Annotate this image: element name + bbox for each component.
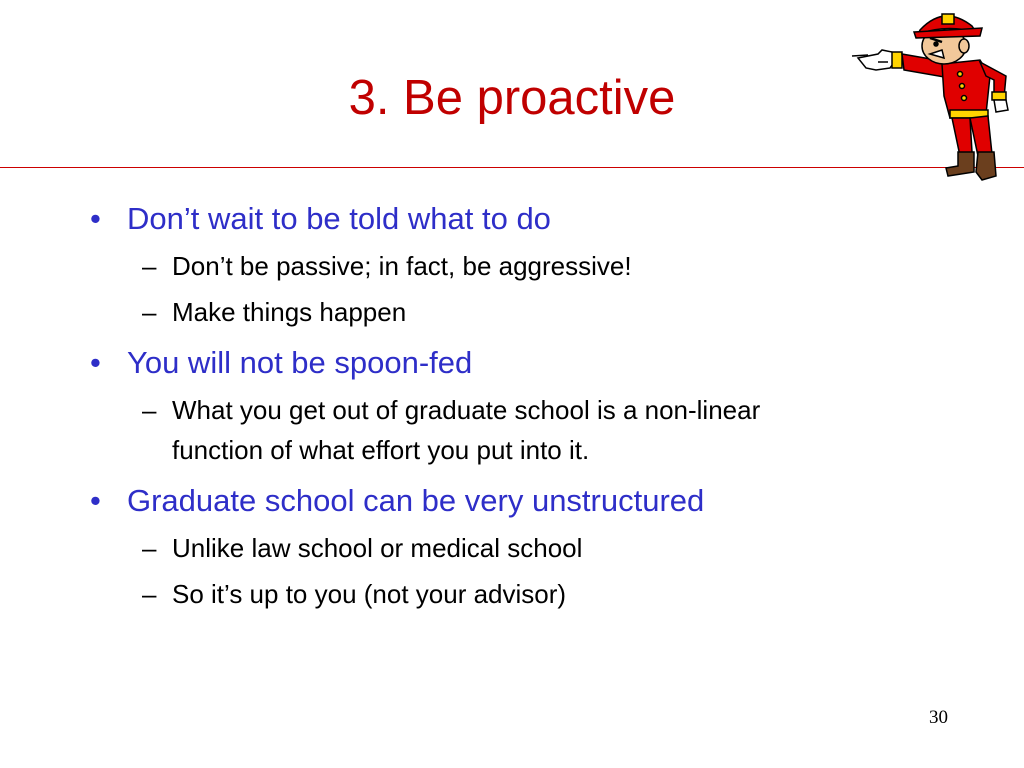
sub-bullet-marker: – [142, 533, 157, 563]
sub-bullet-marker: – [142, 251, 157, 281]
sub-bullet-text: What you get out of graduate school is a non-linear function of what effort you put into it. [172, 395, 761, 465]
sub-bullet-text: So it’s up to you (not your advisor) [172, 579, 567, 609]
sub-bullet-marker: – [142, 395, 157, 425]
sub-bullet-item [90, 390, 792, 470]
bullet-marker: • [90, 201, 101, 236]
sub-bullet-item [90, 574, 890, 614]
bullet-item [90, 198, 890, 240]
slide-title: 3. Be proactive [348, 71, 676, 125]
sub-bullet-item [90, 292, 890, 332]
sub-bullet-text: Unlike law school or medical school [172, 533, 583, 563]
bullet-text: You will not be spoon-fed [127, 345, 473, 380]
sub-bullet-item [90, 528, 890, 568]
bullet-marker: • [90, 483, 101, 518]
pointing-fireman-cartoon-icon [848, 6, 1024, 190]
sub-bullet-text: Don’t be passive; in fact, be aggressive! [172, 251, 632, 281]
slide-body [90, 198, 890, 614]
bullet-marker: • [90, 345, 101, 380]
bullet-item [90, 342, 890, 384]
sub-bullet-item [90, 246, 890, 286]
bullet-text: Don’t wait to be told what to do [127, 201, 551, 236]
page-number: 30 [929, 707, 948, 728]
sub-bullet-marker: – [142, 579, 157, 609]
sub-bullet-text: Make things happen [172, 297, 407, 327]
bullet-item [90, 480, 890, 522]
sub-bullet-marker: – [142, 297, 157, 327]
bullet-text: Graduate school can be very unstructured [127, 483, 705, 518]
